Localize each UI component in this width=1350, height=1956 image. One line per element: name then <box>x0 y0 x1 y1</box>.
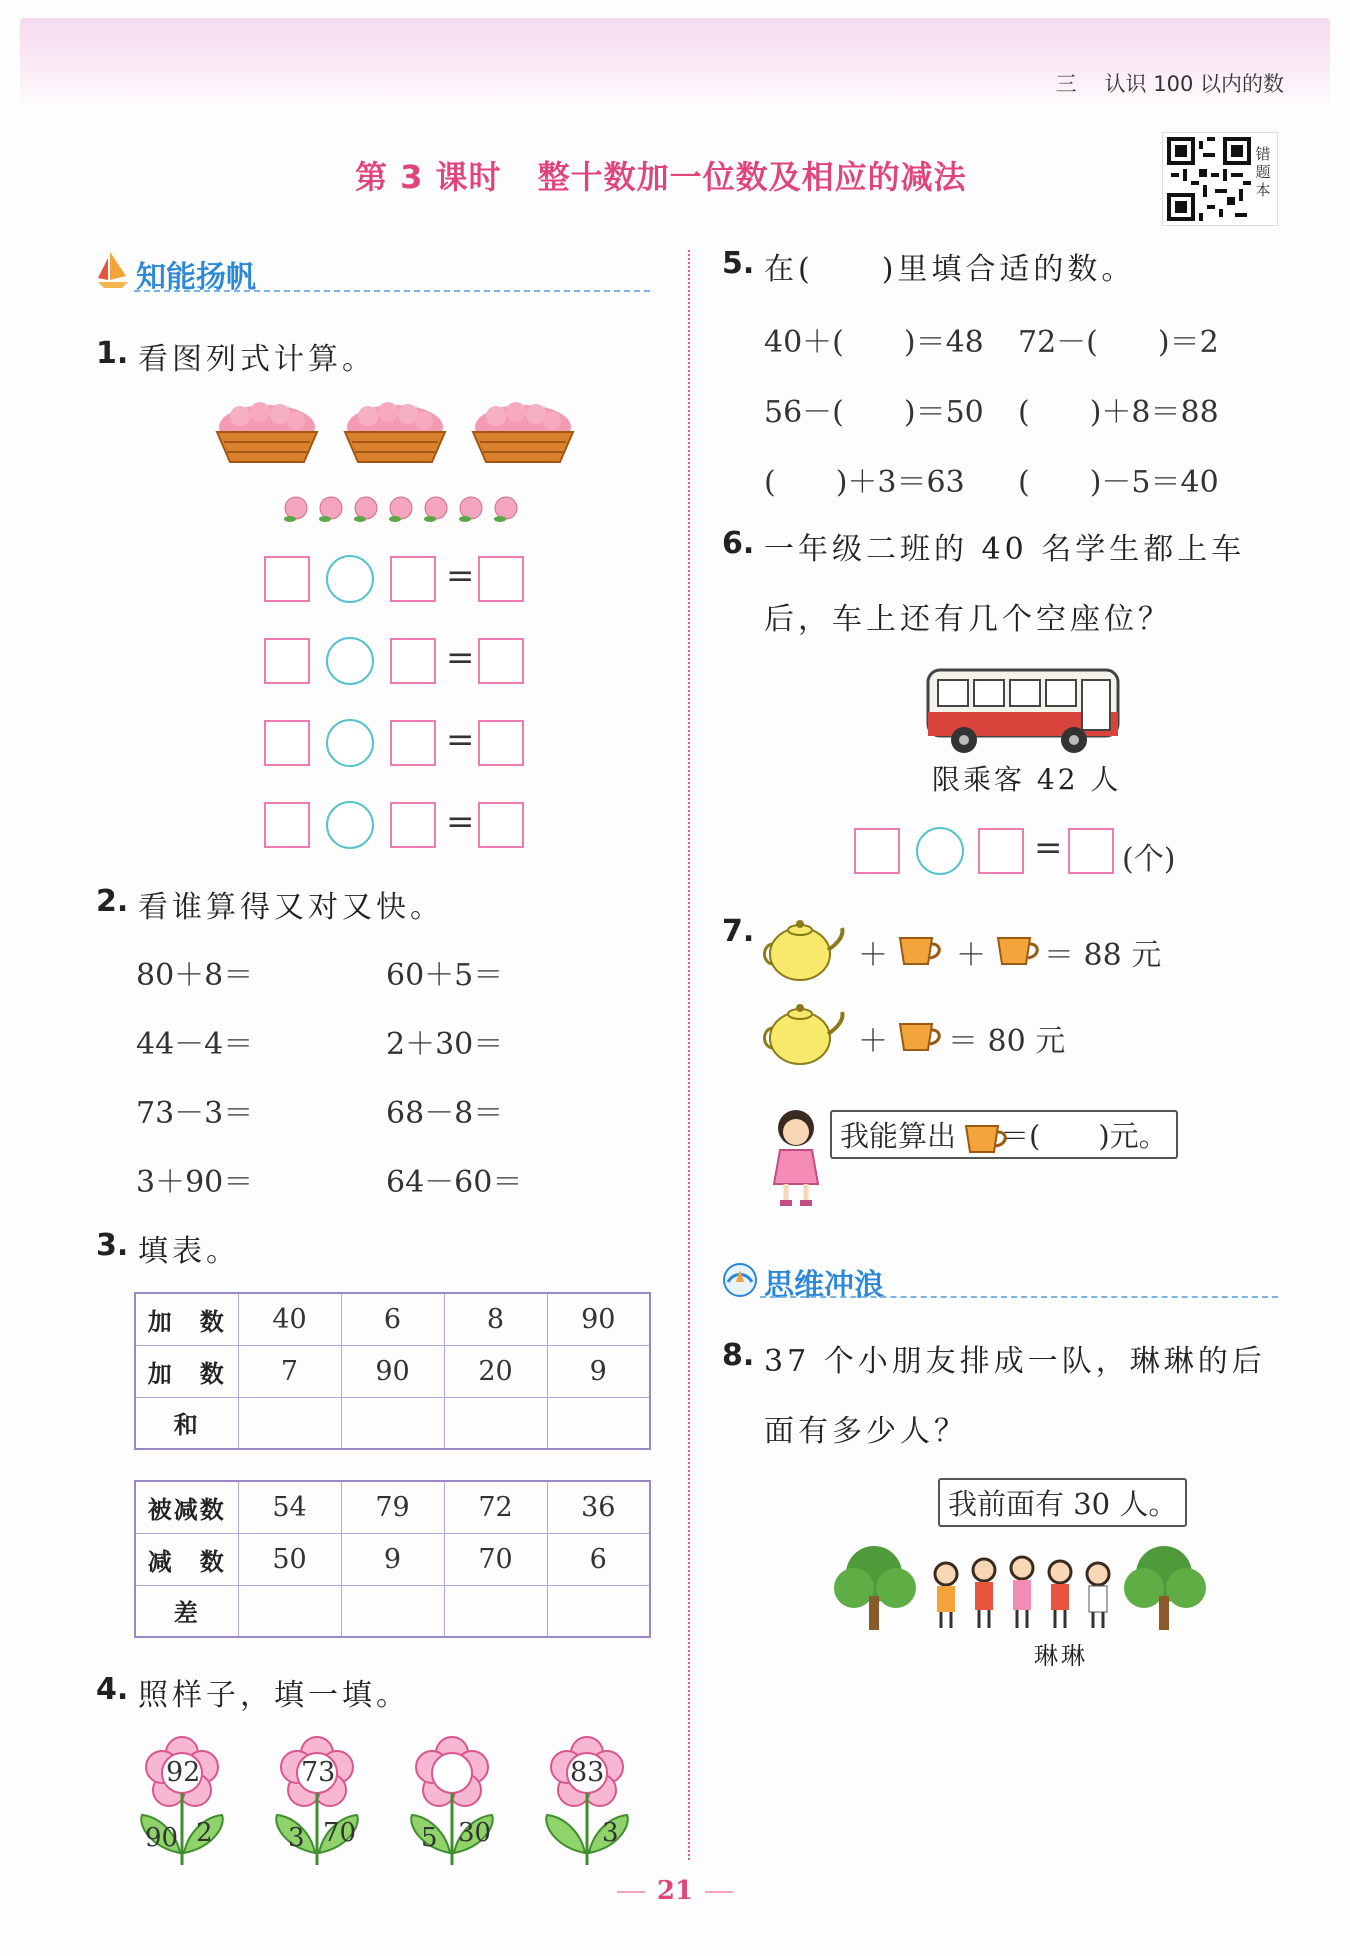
calc-item: 64－60＝ <box>386 1165 523 1200</box>
cup-icon <box>994 930 1040 970</box>
table-row <box>135 1533 650 1585</box>
answer-cell[interactable] <box>341 1585 444 1637</box>
girl-icon <box>766 1106 826 1210</box>
table-cell: 40 <box>238 1293 341 1345</box>
question-1-text: 看图列式计算。 <box>138 342 376 377</box>
calc-item: 60＋5＝ <box>386 958 504 993</box>
unit-label: (个) <box>1122 842 1176 877</box>
qr-label: 错题本 <box>1255 145 1271 199</box>
lesson-name: 整十数加一位数及相应的减法 <box>537 158 967 196</box>
table-row <box>135 1397 650 1449</box>
cup-icon <box>896 1016 942 1056</box>
fill-blank-item: 56－( )＝50 <box>764 395 984 430</box>
flower-center-number: 73 <box>301 1757 336 1788</box>
table-cell: 7 <box>238 1345 341 1397</box>
equals-sign: = <box>1034 828 1063 868</box>
answer-box[interactable] <box>978 828 1024 874</box>
page-number-value: 21 <box>656 1876 694 1906</box>
flower-leaf-number: 2 <box>196 1818 213 1848</box>
calc-item: 80＋8＝ <box>136 958 254 993</box>
question-3-number: 3. <box>96 1228 129 1263</box>
flower-center-number: 83 <box>570 1757 605 1788</box>
table-cell: 50 <box>238 1533 341 1585</box>
fill-blank-item: ( )－5＝40 <box>1018 465 1219 500</box>
answer-box[interactable] <box>478 638 524 684</box>
subtraction-table <box>134 1480 651 1638</box>
question-5-text: 在( )里填合适的数。 <box>764 252 1136 287</box>
answer-cell[interactable] <box>238 1585 341 1637</box>
answer-box[interactable] <box>478 556 524 602</box>
lesson-label: 第 3 课时 <box>355 158 502 196</box>
bus-capacity-label: 限乘客 42 人 <box>932 763 1122 796</box>
answer-cell[interactable] <box>547 1585 650 1637</box>
bubble-text-b: ＝( )元。 <box>1000 1119 1168 1153</box>
fill-blank-item: 72－( )＝2 <box>1018 325 1219 360</box>
equals-sign: = <box>446 720 475 760</box>
question-6-number: 6. <box>722 526 755 561</box>
answer-box[interactable] <box>478 720 524 766</box>
chapter-label <box>1056 68 1284 98</box>
flower-center-number: 92 <box>166 1757 201 1788</box>
answer-box[interactable] <box>264 638 310 684</box>
question-5-number: 5. <box>722 246 755 281</box>
section-underline-left <box>134 290 650 292</box>
question-7-number: 7. <box>722 914 755 949</box>
plus-sign: ＋ <box>858 1024 888 1059</box>
speech-bubble-q8: 我前面有 30 人。 <box>938 1478 1187 1527</box>
question-8-text-line1: 37 个小朋友排成一队，琳琳的后 <box>764 1344 1266 1379</box>
fill-blank-item: ( )＋8＝88 <box>1018 395 1219 430</box>
cup-icon <box>896 930 942 970</box>
bubble-text-a: 我能算出 <box>840 1119 957 1153</box>
answer-box[interactable] <box>264 802 310 848</box>
table-cell: 8 <box>444 1293 547 1345</box>
flower-leaf-number: 5 <box>421 1823 438 1853</box>
question-8-text-line2: 面有多少人？ <box>764 1414 968 1449</box>
peach-basket-illustration <box>212 392 582 532</box>
row-header: 差 <box>135 1585 238 1637</box>
equals-sign: = <box>446 802 475 842</box>
row-header: 加 数 <box>135 1293 238 1345</box>
answer-cell[interactable] <box>444 1397 547 1449</box>
flower-leaf-number: 3 <box>602 1818 619 1848</box>
equals-sign: = <box>446 556 475 596</box>
calc-item: 2＋30＝ <box>386 1027 504 1062</box>
row-header: 减 数 <box>135 1533 238 1585</box>
table-row <box>135 1481 650 1533</box>
answer-box[interactable] <box>390 802 436 848</box>
table-cell: 90 <box>547 1293 650 1345</box>
calc-item: 44－4＝ <box>136 1027 254 1062</box>
table-cell: 9 <box>341 1533 444 1585</box>
question-2-text: 看谁算得又对又快。 <box>138 890 444 925</box>
operator-circle[interactable] <box>326 637 374 685</box>
table-row <box>135 1345 650 1397</box>
table-row <box>135 1585 650 1637</box>
calc-item: 68－8＝ <box>386 1096 504 1131</box>
question-4-number: 4. <box>96 1672 129 1707</box>
answer-box[interactable] <box>390 556 436 602</box>
queue-illustration <box>834 1530 1214 1640</box>
question-3-text: 填表。 <box>138 1234 240 1269</box>
qr-code[interactable] <box>1162 132 1278 226</box>
row-header: 加 数 <box>135 1345 238 1397</box>
answer-box[interactable] <box>264 720 310 766</box>
table-cell: 6 <box>341 1293 444 1345</box>
calc-item: 73－3＝ <box>136 1096 254 1131</box>
equals-sign: = <box>446 638 475 678</box>
answer-box[interactable] <box>390 720 436 766</box>
answer-cell[interactable] <box>238 1397 341 1449</box>
question-1-number: 1. <box>96 336 129 371</box>
section-heading-right: 思维冲浪 <box>764 1268 884 1303</box>
fill-blank-item: ( )＋3＝63 <box>764 465 965 500</box>
equation-2-result: ＝ 80 元 <box>948 1024 1066 1059</box>
question-2-number: 2. <box>96 884 129 919</box>
table-row <box>135 1293 650 1345</box>
table-cell: 90 <box>341 1345 444 1397</box>
addition-table <box>134 1292 651 1450</box>
wave-icon <box>722 1262 758 1298</box>
section-underline-right <box>760 1296 1278 1298</box>
calc-item: 3＋90＝ <box>136 1165 254 1200</box>
flower-leaf-number: 90 <box>145 1823 179 1853</box>
question-6-text-line1: 一年级二班的 40 名学生都上车 <box>764 532 1246 567</box>
sailboat-icon <box>96 250 130 290</box>
qr-code-icon <box>1167 137 1251 221</box>
answer-cell[interactable] <box>444 1585 547 1637</box>
operator-circle[interactable] <box>916 827 964 875</box>
question-4-text: 照样子，填一填。 <box>138 1678 410 1713</box>
flower-leaf-number: 3 <box>288 1823 305 1853</box>
question-6-text-line2: 后，车上还有几个空座位？ <box>764 602 1172 637</box>
chapter-number: 三 <box>1055 72 1077 96</box>
table-cell: 72 <box>444 1481 547 1533</box>
flower-leaf-number: 70 <box>323 1818 357 1848</box>
row-header: 和 <box>135 1397 238 1449</box>
column-divider <box>688 250 690 1860</box>
lesson-title <box>355 152 967 198</box>
page-number <box>0 1876 1350 1906</box>
table-cell: 36 <box>547 1481 650 1533</box>
child-name-label: 琳琳 <box>1034 1642 1088 1670</box>
answer-box[interactable] <box>854 828 900 874</box>
teapot-icon <box>762 998 846 1068</box>
question-8-number: 8. <box>722 1338 755 1373</box>
bus-icon <box>924 664 1124 758</box>
flower-illustrations <box>130 1735 640 1870</box>
table-cell: 79 <box>341 1481 444 1533</box>
answer-cell[interactable] <box>341 1397 444 1449</box>
answer-box[interactable] <box>264 556 310 602</box>
operator-circle[interactable] <box>326 719 374 767</box>
tree-icon <box>834 1546 916 1630</box>
plus-sign: ＋ <box>956 938 986 973</box>
answer-box[interactable] <box>390 638 436 684</box>
plus-sign: ＋ <box>858 938 888 973</box>
answer-box[interactable] <box>1068 828 1114 874</box>
table-cell: 6 <box>547 1533 650 1585</box>
equation-1-result: ＝ 88 元 <box>1044 938 1162 973</box>
operator-circle[interactable] <box>326 801 374 849</box>
answer-cell[interactable] <box>547 1397 650 1449</box>
fill-blank-item: 40＋( )＝48 <box>764 325 984 360</box>
cup-icon <box>962 1118 1008 1158</box>
chapter-title: 认识 100 以内的数 <box>1104 72 1284 96</box>
operator-circle[interactable] <box>326 555 374 603</box>
flower-leaf-number: 30 <box>458 1818 492 1848</box>
row-header: 被减数 <box>135 1481 238 1533</box>
table-cell: 70 <box>444 1533 547 1585</box>
table-cell: 54 <box>238 1481 341 1533</box>
table-cell: 9 <box>547 1345 650 1397</box>
section-heading-left: 知能扬帆 <box>136 260 256 295</box>
teapot-icon <box>762 914 846 984</box>
table-cell: 20 <box>444 1345 547 1397</box>
basket-icon <box>217 402 317 462</box>
answer-box[interactable] <box>478 802 524 848</box>
